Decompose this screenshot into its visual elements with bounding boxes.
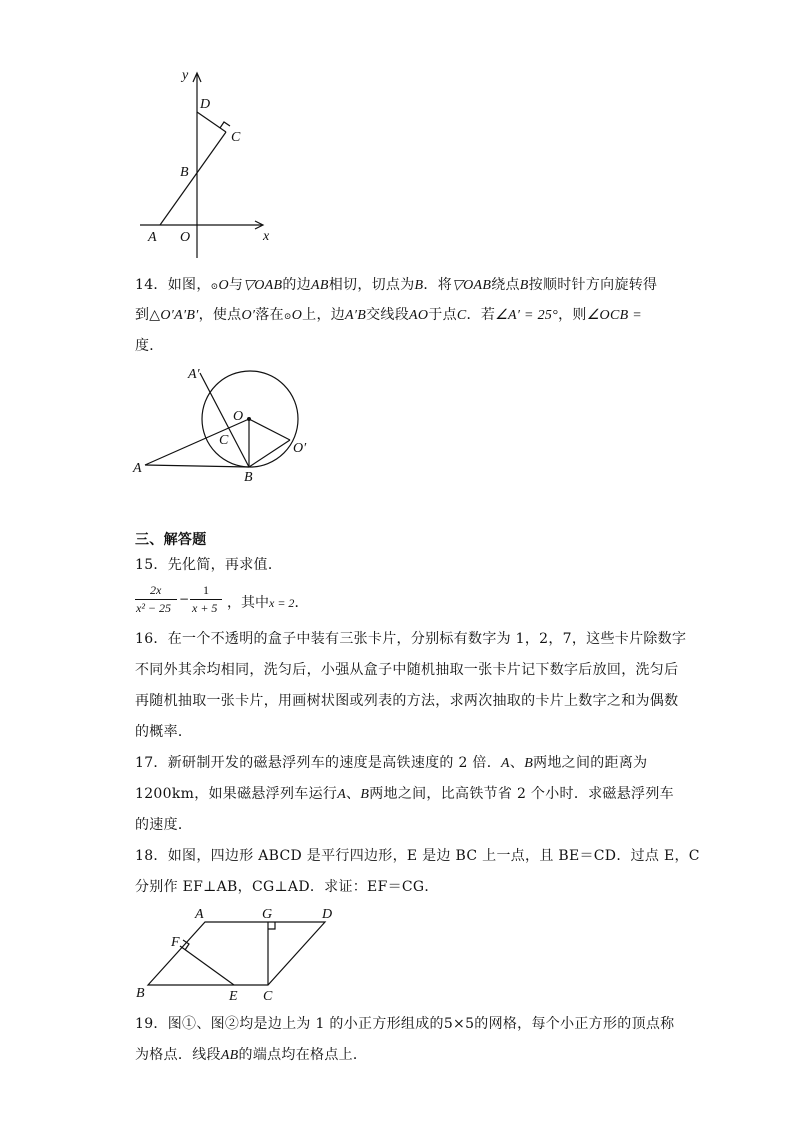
math-o-prime: O′ bbox=[241, 308, 256, 323]
q16-line-4: 的概率． bbox=[135, 724, 193, 740]
q17-text: 、 bbox=[346, 786, 361, 802]
q14-text: ，则 bbox=[558, 307, 587, 323]
math-b: B bbox=[524, 756, 534, 771]
circle-symbol: ⊙ bbox=[210, 282, 219, 292]
q16-line-2: 不同外其余均相同，洗匀后，小强从盒子中随机抽取一张卡片记下数字后放回，洗匀后 bbox=[135, 662, 679, 678]
math-angle: ∠A′ = 25° bbox=[495, 308, 559, 323]
math-ab: AB bbox=[311, 278, 329, 293]
q19-text: 19．图①、图②均是边上为 1 的小正方形组成的 bbox=[135, 1016, 444, 1032]
fig3-label-b: B bbox=[136, 986, 145, 1001]
fig3-label-d: D bbox=[322, 907, 333, 922]
math-angle-ocb: ∠OCB = bbox=[586, 308, 642, 323]
fig1-label-d: D bbox=[200, 97, 211, 112]
fig3-label-e: E bbox=[229, 989, 238, 1004]
q17-text: 两地之间的距离为 bbox=[533, 755, 648, 771]
math-ao: AO bbox=[409, 308, 429, 323]
q14-text: 交线段 bbox=[366, 307, 410, 323]
q19-text: 的端点均在格点上． bbox=[238, 1047, 368, 1063]
math-b: B bbox=[360, 787, 370, 802]
q15-end: ． bbox=[294, 595, 309, 611]
fig1-label-b: B bbox=[180, 165, 189, 180]
math-b: B bbox=[414, 278, 424, 293]
fraction-2-denominator: x + 5 bbox=[192, 601, 218, 615]
q17-text: 、 bbox=[509, 755, 525, 771]
math-c: C bbox=[456, 308, 467, 323]
math-o: O bbox=[291, 308, 303, 323]
fraction-2-numerator: 1 bbox=[203, 583, 209, 597]
minus-sign: − bbox=[179, 592, 190, 606]
q17-text: 两地之间，比高铁节省 2 个小时．求磁悬浮列车 bbox=[369, 786, 674, 802]
q14-text: 落在 bbox=[255, 307, 284, 323]
fig3-label-c: C bbox=[263, 989, 273, 1004]
q17-text: 1200km，如果磁悬浮列车运行 bbox=[135, 786, 338, 802]
right-angle-g bbox=[268, 922, 275, 929]
fig2-label-c: C bbox=[219, 433, 229, 448]
fig1-label-o: O bbox=[180, 230, 191, 245]
q17-text: 17．新研制开发的磁悬浮列车的速度是高铁速度的 2 倍． bbox=[135, 755, 502, 771]
math-b: B bbox=[519, 278, 529, 293]
fig3-label-g: G bbox=[262, 907, 273, 922]
parallelogram-abcd bbox=[148, 922, 325, 985]
math-ab: AB bbox=[220, 1048, 239, 1063]
section-title: 三、解答题 bbox=[135, 532, 207, 548]
fig3-label-f: F bbox=[171, 935, 180, 950]
fig1-label-a: A bbox=[148, 230, 157, 245]
fig2-label-a: A bbox=[133, 461, 142, 476]
math-a: A bbox=[337, 787, 347, 802]
fraction-1-numerator: 2x bbox=[150, 583, 162, 597]
math-triangle: ▽OAB bbox=[243, 278, 283, 293]
math-a: A bbox=[501, 756, 510, 771]
fig2-label-o-prime: O′ bbox=[293, 441, 307, 456]
q15-title: 15．先化简，再求值． bbox=[135, 557, 283, 573]
q14-text: 上，边 bbox=[302, 307, 346, 323]
q14-text: 按顺时针方向旋转得 bbox=[528, 277, 658, 293]
q18-line-1: 18．如图，四边形 ABCD 是平行四边形，E 是边 BC 上一点，且 BE＝CD．过点 E，C bbox=[135, 848, 700, 864]
q14-text: 绕点 bbox=[491, 277, 520, 293]
q17-line-3: 的速度． bbox=[135, 817, 193, 833]
q14-text: 的边 bbox=[282, 277, 311, 293]
math-grid: 5×5 bbox=[443, 1016, 475, 1032]
q15-tail-text: ，其中 bbox=[227, 595, 269, 611]
fig2-label-b: B bbox=[244, 470, 253, 485]
q19-text: 为格点．线段 bbox=[135, 1047, 221, 1063]
q14-text: 14．如图， bbox=[135, 277, 211, 293]
q19-line-1 bbox=[135, 1016, 674, 1032]
fraction-1-denominator: x² − 25 bbox=[136, 601, 172, 615]
q14-text: ，使点 bbox=[198, 307, 242, 323]
q18-line-2: 分别作 EF⊥AB，CG⊥AD．求证：EF＝CG． bbox=[135, 879, 439, 895]
q19-text: 的网格，每个小正方形的顶点称 bbox=[474, 1016, 675, 1032]
fig1-label-c: C bbox=[231, 130, 241, 145]
fig1-label-y: y bbox=[182, 68, 189, 83]
fig1-label-x: x bbox=[263, 229, 270, 244]
q14-text: 到△ bbox=[135, 307, 161, 323]
q14-text: ．若 bbox=[466, 307, 496, 323]
fig3-label-a: A bbox=[195, 907, 204, 922]
circle-symbol: ⊙ bbox=[283, 312, 292, 322]
q14-text: ．将 bbox=[423, 277, 452, 293]
segment-ef bbox=[180, 946, 234, 985]
q19-line-2 bbox=[135, 1047, 367, 1064]
q14-text: 与 bbox=[228, 277, 244, 293]
q16-line-3: 再随机抽取一张卡片，用画树状图或列表的方法，求两次抽取的卡片上数字之和为偶数 bbox=[135, 693, 679, 709]
math-triangle-prime: O′A′B′ bbox=[160, 308, 199, 323]
math-ab-prime: A′B bbox=[345, 308, 367, 323]
math-o: O bbox=[218, 278, 229, 293]
math-triangle: ▽OAB bbox=[452, 278, 492, 293]
fig2-label-a-prime: A′ bbox=[188, 367, 200, 382]
fig2-label-o: O bbox=[233, 409, 244, 424]
q14-text: 度． bbox=[135, 338, 164, 354]
q15-condition: x = 2 bbox=[269, 596, 295, 610]
q16-line-1: 16．在一个不透明的盒子中装有三张卡片，分别标有数字为 1，2，7，这些卡片除数字 bbox=[135, 631, 687, 647]
q14-text: 于点 bbox=[428, 307, 457, 323]
q14-text: 相切，切点为 bbox=[328, 277, 415, 293]
